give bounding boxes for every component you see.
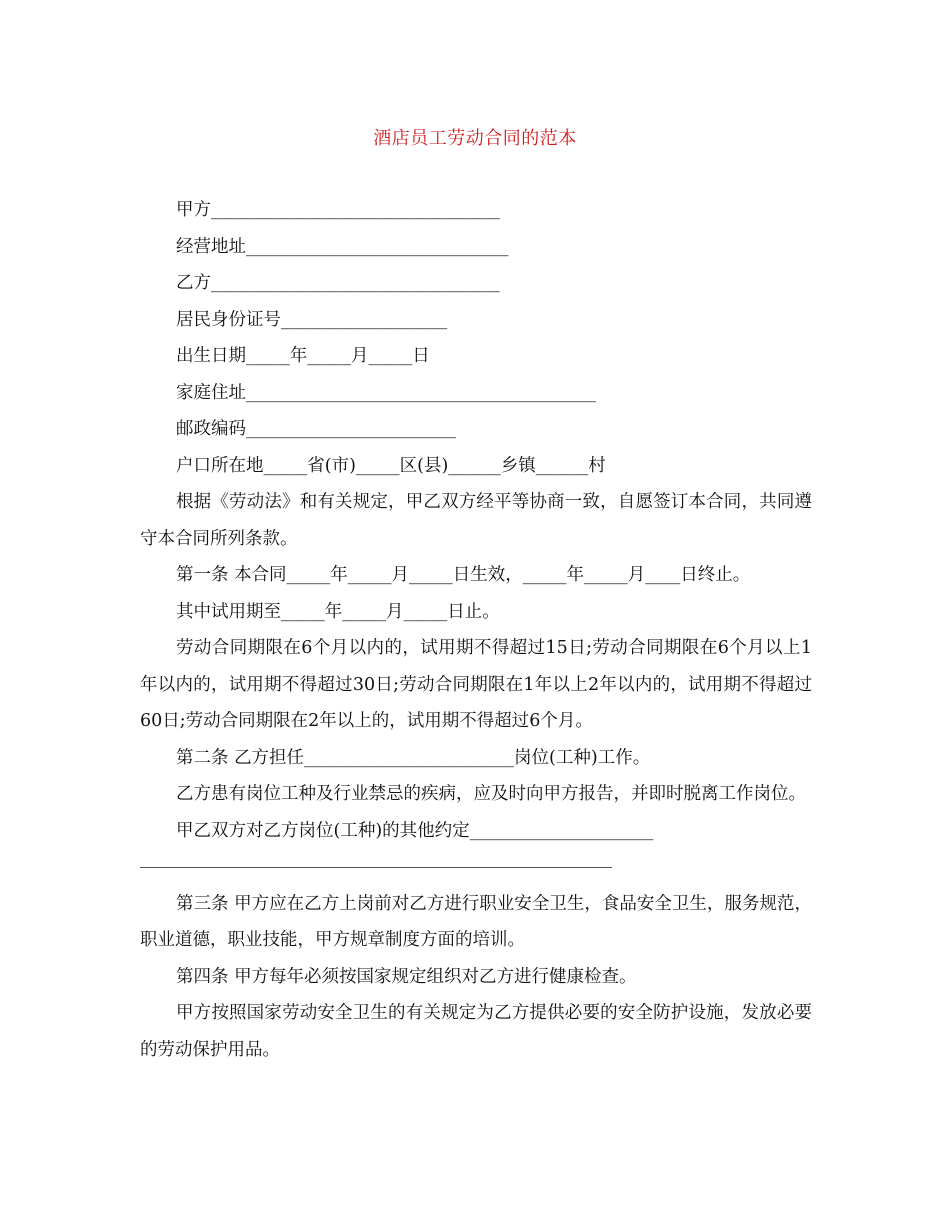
birth-date-field: 出生日期_____年_____月_____日 [176, 346, 430, 366]
article-3: 第三条 甲方应在乙方上岗前对乙方进行职业安全卫生，食品安全卫生，服务规范，职业道德，职业技能，甲方规章制度方面的培训。 [140, 893, 812, 950]
other-agreement-field: 甲乙双方对乙方岗位(工种)的其他约定_____________________ [176, 820, 654, 841]
business-address-field: 经营地址______________________________ [176, 236, 509, 257]
party-a-field: 甲方_________________________________ [176, 200, 500, 220]
probation-period: 其中试用期至_____年_____月_____日止。 [176, 601, 500, 622]
article-2: 第二条 乙方担任________________________岗位(工种)工作。 [176, 747, 651, 768]
document-body [140, 192, 812, 1068]
disease-note-paragraph: 乙方患有岗位工种及行业禁忌的疾病，应及时向甲方报告，并即时脱离工作岗位。 [176, 784, 806, 804]
party-b-field: 乙方_________________________________ [176, 273, 500, 293]
home-address-field: 家庭住址________________________________________ [176, 382, 596, 403]
id-number-field: 居民身份证号___________________ [176, 309, 448, 330]
probation-rule-paragraph: 劳动合同期限在6个月以内的，试用期不得超过15日;劳动合同期限在6个月以上1年以内的，试用期不得超过30日;劳动合同期限在1年以上2年以内的，试用期不得超过60日;劳动合同期限在2年以上的，试用期不得超过6个月。 [140, 638, 812, 731]
postal-code-field: 邮政编码________________________ [176, 419, 456, 439]
article-4: 第四条 甲方每年必须按国家规定组织对乙方进行健康检查。 [176, 966, 637, 987]
document-title: 酒店员工劳动合同的范本 [373, 128, 577, 149]
agreement-paragraph: 根据《劳动法》和有关规定，甲乙双方经平等协商一致，自愿签订本合同，共同遵守本合同所列条款。 [140, 492, 812, 549]
safety-note-paragraph: 甲方按照国家劳动安全卫生的有关规定为乙方提供必要的安全防护设施，发放必要的劳动保护用品。 [140, 1003, 812, 1060]
article-1: 第一条 本合同_____年_____月_____日生效，_____年_____月____日终止。 [176, 565, 751, 585]
blank-rule-line [140, 849, 812, 886]
household-registration-field: 户口所在地_____省(市)_____区(县)______乡镇______村 [176, 455, 606, 476]
